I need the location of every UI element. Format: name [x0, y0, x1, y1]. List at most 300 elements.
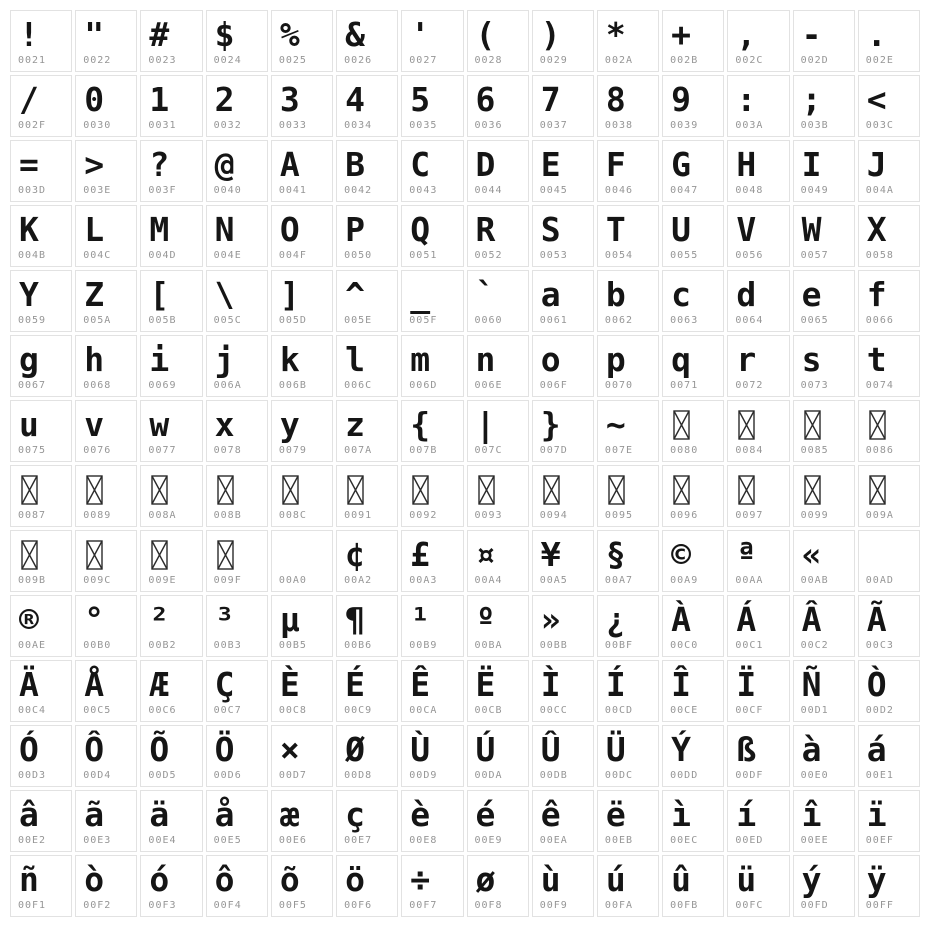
glyph-cell[interactable] [597, 595, 659, 657]
glyph-cell[interactable] [662, 725, 724, 787]
codepoint-label: 00FD [800, 900, 829, 911]
codepoint-label: 007D [539, 445, 568, 456]
glyph-character: É [345, 665, 365, 704]
glyph-cell[interactable] [10, 10, 72, 72]
glyph-cell[interactable] [75, 335, 137, 397]
glyph-cell[interactable] [662, 10, 724, 72]
glyph-cell[interactable] [793, 855, 855, 917]
glyph-character: í [736, 795, 757, 834]
codepoint-label: 00F3 [148, 900, 177, 911]
glyph-character: { [410, 405, 431, 444]
glyph-character: á [866, 730, 887, 769]
glyph-cell[interactable] [271, 10, 333, 72]
glyph-cell[interactable] [727, 790, 789, 852]
glyph-cell[interactable] [75, 140, 137, 202]
glyph-cell[interactable] [467, 530, 529, 592]
glyph-cell[interactable] [336, 10, 398, 72]
glyph-cell[interactable] [140, 725, 202, 787]
glyph-cell[interactable] [271, 205, 333, 267]
glyph-cell[interactable] [597, 10, 659, 72]
glyph-cell[interactable] [10, 530, 72, 592]
glyph-cell[interactable] [10, 660, 72, 722]
glyph-cell[interactable] [401, 855, 463, 917]
glyph-character: h [84, 340, 105, 379]
glyph-cell[interactable] [793, 270, 855, 332]
glyph-character: Ï [736, 665, 757, 704]
glyph-character: C [410, 145, 431, 184]
glyph-cell[interactable] [401, 75, 463, 137]
glyph-cell[interactable] [206, 10, 268, 72]
codepoint-label: 00CC [539, 705, 568, 716]
glyph-character: ø [475, 860, 496, 899]
codepoint-label: 0089 [83, 510, 112, 521]
glyph-cell[interactable] [793, 660, 855, 722]
glyph-character: ! [19, 15, 39, 54]
glyph-cell[interactable] [727, 335, 789, 397]
glyph-cell[interactable] [858, 400, 920, 462]
glyph-cell[interactable] [10, 335, 72, 397]
notdef-box-icon [608, 475, 625, 505]
glyph-cell[interactable] [140, 660, 202, 722]
glyph-cell[interactable] [140, 205, 202, 267]
glyph-character: à [801, 730, 822, 769]
glyph-character: N [214, 210, 235, 249]
glyph-character: § [605, 535, 626, 574]
glyph-cell[interactable] [140, 400, 202, 462]
codepoint-label: 0067 [18, 380, 47, 391]
codepoint-label: 0031 [148, 120, 177, 131]
glyph-cell[interactable] [858, 855, 920, 917]
glyph-cell[interactable] [401, 595, 463, 657]
glyph-cell[interactable] [271, 465, 333, 527]
glyph-cell[interactable] [662, 660, 724, 722]
glyph-character: P [345, 210, 365, 249]
glyph-cell[interactable] [401, 10, 463, 72]
codepoint-label: 004E [213, 250, 242, 261]
codepoint-label: 0066 [865, 315, 894, 326]
codepoint-label: 0047 [670, 185, 699, 196]
codepoint-label: 009F [213, 575, 242, 586]
codepoint-label: 00B9 [409, 640, 438, 651]
glyph-character: U [671, 210, 692, 249]
glyph-character: r [736, 340, 757, 379]
glyph-cell[interactable] [727, 400, 789, 462]
glyph-cell[interactable] [140, 465, 202, 527]
codepoint-label: 0069 [148, 380, 177, 391]
glyph-cell[interactable] [532, 10, 594, 72]
codepoint-label: 0071 [670, 380, 699, 391]
glyph-cell[interactable] [597, 400, 659, 462]
codepoint-label: 002C [735, 55, 764, 66]
glyph-cell[interactable] [401, 530, 463, 592]
glyph-cell[interactable] [727, 10, 789, 72]
glyph-cell[interactable] [10, 465, 72, 527]
codepoint-label: 00D4 [83, 770, 112, 781]
glyph-character: 8 [605, 80, 626, 119]
glyph-cell[interactable] [336, 855, 398, 917]
notdef-box-icon [804, 410, 821, 440]
glyph-cell[interactable] [597, 790, 659, 852]
glyph-cell[interactable] [727, 725, 789, 787]
codepoint-label: 00FC [735, 900, 764, 911]
glyph-cell[interactable] [75, 660, 137, 722]
glyph-cell[interactable] [858, 595, 920, 657]
codepoint-label: 0046 [604, 185, 634, 196]
glyph-cell[interactable] [336, 205, 398, 267]
glyph-cell[interactable] [467, 10, 529, 72]
glyph-cell[interactable] [467, 75, 529, 137]
glyph-cell[interactable] [662, 595, 724, 657]
glyph-cell[interactable] [140, 530, 202, 592]
glyph-cell[interactable] [793, 530, 855, 592]
glyph-cell[interactable] [206, 530, 268, 592]
glyph-cell[interactable] [858, 75, 920, 137]
glyph-cell[interactable] [75, 725, 137, 787]
glyph-cell[interactable] [10, 855, 72, 917]
codepoint-label: 00D3 [18, 770, 47, 781]
glyph-cell[interactable] [597, 530, 659, 592]
codepoint-label: 00A5 [539, 575, 568, 586]
glyph-cell[interactable] [336, 75, 398, 137]
codepoint-label: 005C [213, 315, 242, 326]
glyph-cell[interactable] [662, 400, 724, 462]
glyph-character: H [736, 145, 757, 184]
glyph-cell[interactable] [271, 400, 333, 462]
codepoint-label: 00D1 [800, 705, 829, 716]
glyph-cell[interactable] [271, 75, 333, 137]
glyph-cell[interactable] [467, 270, 529, 332]
glyph-cell[interactable] [597, 725, 659, 787]
codepoint-label: 00C4 [18, 705, 47, 716]
codepoint-label: 00E5 [213, 835, 242, 846]
glyph-character: ( [475, 15, 496, 54]
glyph-cell[interactable] [140, 335, 202, 397]
glyph-character: ¶ [345, 600, 365, 639]
glyph-cell[interactable] [793, 725, 855, 787]
glyph-character: D [475, 145, 496, 184]
glyph-character: [ [149, 275, 170, 314]
codepoint-label: 00E4 [148, 835, 177, 846]
glyph-cell[interactable] [271, 335, 333, 397]
glyph-cell[interactable] [727, 595, 789, 657]
glyph-cell[interactable] [140, 595, 202, 657]
glyph-character: u [19, 405, 39, 444]
glyph-cell[interactable] [271, 725, 333, 787]
glyph-cell[interactable] [597, 270, 659, 332]
glyph-cell[interactable] [401, 660, 463, 722]
codepoint-label: 006D [409, 380, 438, 391]
glyph-cell[interactable] [10, 400, 72, 462]
codepoint-label: 007C [474, 445, 503, 456]
glyph-cell[interactable] [401, 335, 463, 397]
glyph-cell[interactable] [271, 855, 333, 917]
glyph-cell[interactable] [467, 725, 529, 787]
glyph-cell[interactable] [10, 595, 72, 657]
glyph-cell[interactable] [10, 205, 72, 267]
codepoint-label: 00EF [865, 835, 894, 846]
glyph-cell[interactable] [597, 140, 659, 202]
glyph-cell[interactable] [401, 725, 463, 787]
glyph-cell[interactable] [532, 75, 594, 137]
glyph-cell[interactable] [467, 205, 529, 267]
glyph-cell[interactable] [597, 465, 659, 527]
codepoint-label: 0027 [409, 55, 438, 66]
glyph-character: ë [605, 795, 626, 834]
glyph-cell[interactable] [140, 855, 202, 917]
codepoint-label: 002A [604, 55, 634, 66]
character-map-grid [10, 10, 920, 917]
codepoint-label: 002B [670, 55, 699, 66]
codepoint-label: 0061 [539, 315, 568, 326]
glyph-cell[interactable] [662, 530, 724, 592]
glyph-cell[interactable] [401, 205, 463, 267]
glyph-cell[interactable] [10, 790, 72, 852]
glyph-cell[interactable] [858, 465, 920, 527]
glyph-cell[interactable] [793, 465, 855, 527]
glyph-cell[interactable] [75, 465, 137, 527]
glyph-cell[interactable] [597, 855, 659, 917]
glyph-cell[interactable] [10, 725, 72, 787]
glyph-cell[interactable] [532, 530, 594, 592]
glyph-cell[interactable] [336, 465, 398, 527]
glyph-cell[interactable] [336, 790, 398, 852]
codepoint-label: 0059 [18, 315, 47, 326]
glyph-cell[interactable] [858, 790, 920, 852]
codepoint-label: 0045 [539, 185, 568, 196]
glyph-cell[interactable] [858, 205, 920, 267]
codepoint-label: 00A7 [604, 575, 634, 586]
glyph-cell[interactable] [858, 140, 920, 202]
glyph-cell[interactable] [467, 595, 529, 657]
glyph-cell[interactable] [336, 400, 398, 462]
glyph-cell[interactable] [467, 855, 529, 917]
glyph-cell[interactable] [10, 140, 72, 202]
glyph-cell[interactable] [532, 335, 594, 397]
glyph-cell[interactable] [793, 10, 855, 72]
glyph-cell[interactable] [336, 595, 398, 657]
codepoint-label: 0040 [213, 185, 242, 196]
glyph-cell[interactable] [793, 205, 855, 267]
glyph-cell[interactable] [793, 595, 855, 657]
glyph-cell[interactable] [597, 205, 659, 267]
glyph-cell[interactable] [858, 725, 920, 787]
glyph-cell[interactable] [206, 205, 268, 267]
glyph-cell[interactable] [793, 140, 855, 202]
glyph-cell[interactable] [532, 660, 594, 722]
glyph-cell[interactable] [336, 725, 398, 787]
codepoint-label: 0050 [344, 250, 373, 261]
glyph-cell[interactable] [401, 270, 463, 332]
glyph-cell[interactable] [727, 75, 789, 137]
codepoint-label: 00DA [474, 770, 503, 781]
glyph-cell[interactable] [206, 140, 268, 202]
glyph-cell[interactable] [140, 75, 202, 137]
glyph-cell[interactable] [662, 140, 724, 202]
glyph-cell[interactable] [467, 465, 529, 527]
glyph-cell[interactable] [10, 270, 72, 332]
glyph-cell[interactable] [271, 660, 333, 722]
glyph-cell[interactable] [597, 75, 659, 137]
glyph-cell[interactable] [532, 855, 594, 917]
glyph-cell[interactable] [532, 400, 594, 462]
glyph-character: ñ [19, 860, 39, 899]
glyph-cell[interactable] [532, 465, 594, 527]
glyph-cell[interactable] [727, 205, 789, 267]
glyph-cell[interactable] [140, 10, 202, 72]
glyph-cell[interactable] [140, 270, 202, 332]
glyph-cell[interactable] [206, 75, 268, 137]
glyph-cell[interactable] [858, 530, 920, 592]
glyph-cell[interactable] [662, 465, 724, 527]
glyph-character: ' [410, 15, 431, 54]
glyph-character: Ø [345, 730, 365, 769]
glyph-cell[interactable] [532, 205, 594, 267]
glyph-cell[interactable] [532, 595, 594, 657]
glyph-cell[interactable] [727, 140, 789, 202]
glyph-character: ú [605, 860, 626, 899]
glyph-character: « [801, 535, 822, 574]
glyph-character: 1 [149, 80, 170, 119]
glyph-cell[interactable] [336, 270, 398, 332]
codepoint-label: 00CD [604, 705, 634, 716]
glyph-character: ? [149, 145, 170, 184]
glyph-cell[interactable] [75, 790, 137, 852]
glyph-cell[interactable] [271, 270, 333, 332]
glyph-character: m [410, 340, 431, 379]
codepoint-label: 00D2 [865, 705, 894, 716]
glyph-cell[interactable] [206, 400, 268, 462]
glyph-cell[interactable] [793, 335, 855, 397]
glyph-cell[interactable] [532, 725, 594, 787]
codepoint-label: 00DF [735, 770, 764, 781]
glyph-cell[interactable] [336, 530, 398, 592]
glyph-cell[interactable] [858, 10, 920, 72]
glyph-character: è [410, 795, 431, 834]
glyph-cell[interactable] [662, 855, 724, 917]
glyph-cell[interactable] [793, 75, 855, 137]
codepoint-label: 0057 [800, 250, 829, 261]
glyph-cell[interactable] [727, 530, 789, 592]
glyph-cell[interactable] [793, 400, 855, 462]
glyph-character: ® [19, 600, 39, 639]
codepoint-label: 007E [604, 445, 634, 456]
glyph-cell[interactable] [662, 790, 724, 852]
glyph-character: n [475, 340, 496, 379]
glyph-cell[interactable] [10, 75, 72, 137]
glyph-character: ; [801, 80, 822, 119]
glyph-cell[interactable] [401, 790, 463, 852]
codepoint-label: 0052 [474, 250, 503, 261]
notdef-box-icon [738, 475, 755, 505]
glyph-cell[interactable] [597, 660, 659, 722]
glyph-cell[interactable] [858, 660, 920, 722]
glyph-cell[interactable] [75, 400, 137, 462]
glyph-character: I [801, 145, 822, 184]
glyph-character: Ó [19, 730, 39, 769]
glyph-cell[interactable] [336, 335, 398, 397]
codepoint-label: 0037 [539, 120, 568, 131]
glyph-cell[interactable] [727, 855, 789, 917]
glyph-cell[interactable] [858, 335, 920, 397]
codepoint-label: 009B [18, 575, 47, 586]
glyph-cell[interactable] [271, 790, 333, 852]
glyph-cell[interactable] [727, 660, 789, 722]
glyph-cell[interactable] [206, 270, 268, 332]
glyph-cell[interactable] [858, 270, 920, 332]
glyph-cell[interactable] [401, 400, 463, 462]
codepoint-label: 0068 [83, 380, 112, 391]
glyph-character: ç [345, 795, 365, 834]
glyph-character: ¿ [605, 600, 626, 639]
codepoint-label: 0026 [344, 55, 373, 66]
glyph-cell[interactable] [467, 140, 529, 202]
glyph-cell[interactable] [793, 790, 855, 852]
glyph-cell[interactable] [75, 10, 137, 72]
glyph-character: V [736, 210, 757, 249]
glyph-cell[interactable] [206, 335, 268, 397]
glyph-cell[interactable] [271, 530, 333, 592]
codepoint-label: 0048 [735, 185, 764, 196]
glyph-cell[interactable] [401, 465, 463, 527]
glyph-cell[interactable] [206, 595, 268, 657]
glyph-cell[interactable] [75, 205, 137, 267]
glyph-cell[interactable] [532, 270, 594, 332]
glyph-cell[interactable] [206, 790, 268, 852]
glyph-cell[interactable] [597, 335, 659, 397]
glyph-cell[interactable] [206, 660, 268, 722]
glyph-character: Ç [214, 665, 235, 704]
glyph-cell[interactable] [727, 270, 789, 332]
glyph-cell[interactable] [140, 790, 202, 852]
codepoint-label: 00C5 [83, 705, 112, 716]
codepoint-label: 00D6 [213, 770, 242, 781]
glyph-character: K [19, 210, 39, 249]
glyph-cell[interactable] [271, 595, 333, 657]
glyph-character: ¤ [475, 535, 496, 574]
glyph-cell[interactable] [140, 140, 202, 202]
glyph-cell[interactable] [336, 140, 398, 202]
glyph-cell[interactable] [662, 205, 724, 267]
glyph-cell[interactable] [532, 140, 594, 202]
glyph-cell[interactable] [401, 140, 463, 202]
glyph-cell[interactable] [467, 790, 529, 852]
glyph-cell[interactable] [75, 595, 137, 657]
glyph-cell[interactable] [467, 400, 529, 462]
glyph-cell[interactable] [206, 855, 268, 917]
glyph-cell[interactable] [336, 660, 398, 722]
notdef-box-icon [217, 475, 234, 505]
codepoint-label: 0076 [83, 445, 112, 456]
glyph-cell[interactable] [206, 725, 268, 787]
glyph-cell[interactable] [75, 855, 137, 917]
glyph-cell[interactable] [75, 75, 137, 137]
glyph-cell[interactable] [467, 660, 529, 722]
glyph-cell[interactable] [271, 140, 333, 202]
glyph-cell[interactable] [727, 465, 789, 527]
codepoint-label: 00A0 [278, 575, 307, 586]
glyph-cell[interactable] [662, 335, 724, 397]
glyph-cell[interactable] [532, 790, 594, 852]
glyph-cell[interactable] [467, 335, 529, 397]
glyph-cell[interactable] [662, 270, 724, 332]
glyph-cell[interactable] [75, 530, 137, 592]
glyph-character: ] [279, 275, 300, 314]
glyph-cell[interactable] [75, 270, 137, 332]
glyph-character: ï [866, 795, 887, 834]
glyph-cell[interactable] [662, 75, 724, 137]
codepoint-label: 00E2 [18, 835, 47, 846]
glyph-cell[interactable] [206, 465, 268, 527]
